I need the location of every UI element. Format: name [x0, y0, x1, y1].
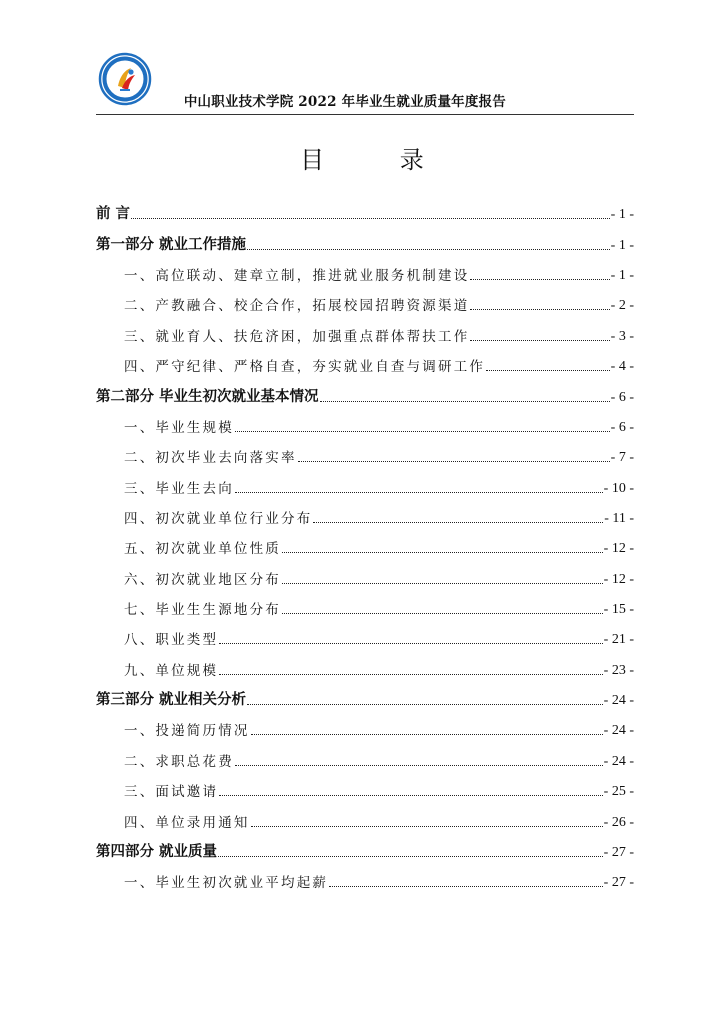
toc-dot-leader [131, 210, 610, 219]
toc-dot-leader [235, 757, 603, 766]
toc-page-number: - 12 - [603, 541, 634, 557]
toc-section-entry[interactable] [96, 588, 634, 618]
toc-entry-label: 第一部分 就业工作措施 [96, 235, 247, 253]
toc-section-entry[interactable] [96, 466, 634, 496]
toc-page-number: - 24 - [603, 753, 634, 769]
toc-dot-leader [282, 605, 603, 614]
toc-dot-leader [470, 332, 609, 341]
toc-entry-label: 一、投递简历情况 [124, 723, 250, 740]
toc-dot-leader [218, 848, 603, 857]
toc-section-entry[interactable] [96, 254, 634, 284]
toc-dot-leader [470, 271, 609, 280]
toc-dot-leader [219, 635, 602, 644]
toc-entry-label: 二、产教融合、校企合作，拓展校园招聘资源渠道 [124, 298, 470, 315]
toc-section-entry[interactable] [96, 770, 634, 800]
toc-page-number: - 10 - [603, 480, 634, 496]
toc-dot-leader [219, 787, 602, 796]
toc-section-entry[interactable] [96, 497, 634, 527]
toc-dot-leader [486, 362, 610, 371]
toc-entry-label: 七、毕业生生源地分布 [124, 602, 281, 619]
toc-entry-label: 第二部分 毕业生初次就业基本情况 [96, 387, 319, 405]
toc-dot-leader [219, 666, 602, 675]
toc-part-entry[interactable] [96, 375, 634, 405]
toc-page-number: - 26 - [603, 814, 634, 830]
toc-section-entry[interactable] [96, 861, 634, 891]
toc-section-entry[interactable] [96, 527, 634, 557]
toc-entry-label: 前 言 [96, 205, 131, 223]
toc-title: 目 录 [300, 146, 458, 174]
toc-entry-label: 四、初次就业单位行业分布 [124, 510, 313, 527]
toc-page-number: - 6 - [610, 419, 634, 435]
toc-dot-leader [320, 393, 610, 402]
toc-entry-label: 二、求职总花费 [124, 753, 234, 770]
toc-entry-label: 一、高位联动、建章立制，推进就业服务机制建设 [124, 268, 470, 285]
toc-page-number: - 24 - [603, 723, 634, 739]
toc-page-number: - 6 - [610, 389, 634, 405]
toc-section-entry[interactable] [96, 618, 634, 648]
toc-dot-leader [298, 453, 610, 462]
header-title: 中山职业技术学院 2022 年毕业生就业质量年度报告 [183, 94, 506, 110]
table-of-contents [96, 193, 634, 891]
toc-entry-label: 一、毕业生规模 [124, 419, 234, 436]
toc-section-entry[interactable] [96, 709, 634, 739]
toc-page-number: - 7 - [610, 450, 634, 466]
toc-part-entry[interactable] [96, 193, 634, 223]
toc-section-entry[interactable] [96, 739, 634, 769]
toc-dot-leader [329, 878, 603, 887]
toc-page-number: - 27 - [603, 844, 634, 860]
toc-section-entry[interactable] [96, 406, 634, 436]
toc-page-number: - 23 - [603, 662, 634, 678]
toc-page-number: - 4 - [610, 359, 634, 375]
toc-entry-label: 第四部分 就业质量 [96, 842, 218, 860]
page-header [96, 50, 634, 115]
toc-entry-label: 三、就业育人、扶危济困，加强重点群体帮扶工作 [124, 328, 470, 345]
toc-section-entry[interactable] [96, 345, 634, 375]
toc-page-number: - 25 - [603, 784, 634, 800]
toc-entry-label: 三、面试邀请 [124, 784, 219, 801]
toc-part-entry[interactable] [96, 223, 634, 253]
toc-page-number: - 12 - [603, 571, 634, 587]
toc-dot-leader [282, 575, 603, 584]
toc-dot-leader [251, 818, 603, 827]
toc-dot-leader [247, 241, 610, 250]
toc-section-entry[interactable] [96, 800, 634, 830]
toc-entry-label: 一、毕业生初次就业平均起薪 [124, 875, 329, 892]
toc-entry-label: 第三部分 就业相关分析 [96, 691, 247, 709]
toc-entry-label: 六、初次就业地区分布 [124, 571, 281, 588]
toc-dot-leader [313, 514, 603, 523]
toc-page-number: - 11 - [604, 510, 634, 526]
toc-entry-label: 八、职业类型 [124, 632, 219, 649]
toc-page-number: - 27 - [603, 875, 634, 891]
toc-page-number: - 1 - [610, 268, 634, 284]
toc-page-number: - 1 - [610, 207, 634, 223]
toc-dot-leader [251, 726, 603, 735]
toc-dot-leader [470, 301, 609, 310]
toc-entry-label: 九、单位规模 [124, 662, 219, 679]
toc-part-entry[interactable] [96, 679, 634, 709]
toc-entry-label: 五、初次就业单位性质 [124, 541, 281, 558]
toc-dot-leader [235, 423, 610, 432]
toc-section-entry[interactable] [96, 436, 634, 466]
toc-part-entry[interactable] [96, 831, 634, 861]
toc-page-number: - 24 - [603, 693, 634, 709]
toc-section-entry[interactable] [96, 284, 634, 314]
college-logo-icon [98, 52, 152, 106]
toc-entry-label: 二、初次毕业去向落实率 [124, 450, 297, 467]
toc-dot-leader [247, 696, 603, 705]
toc-dot-leader [235, 484, 603, 493]
toc-entry-label: 三、毕业生去向 [124, 480, 234, 497]
toc-entry-label: 四、严守纪律、严格自查，夯实就业自查与调研工作 [124, 359, 486, 376]
toc-dot-leader [282, 544, 603, 553]
toc-page-number: - 3 - [610, 328, 634, 344]
toc-page-number: - 15 - [603, 602, 634, 618]
toc-section-entry[interactable] [96, 314, 634, 344]
toc-page-number: - 2 - [610, 298, 634, 314]
toc-section-entry[interactable] [96, 648, 634, 678]
toc-entry-label: 四、单位录用通知 [124, 814, 250, 831]
toc-page-number: - 1 - [610, 237, 634, 253]
toc-section-entry[interactable] [96, 557, 634, 587]
toc-page-number: - 21 - [603, 632, 634, 648]
